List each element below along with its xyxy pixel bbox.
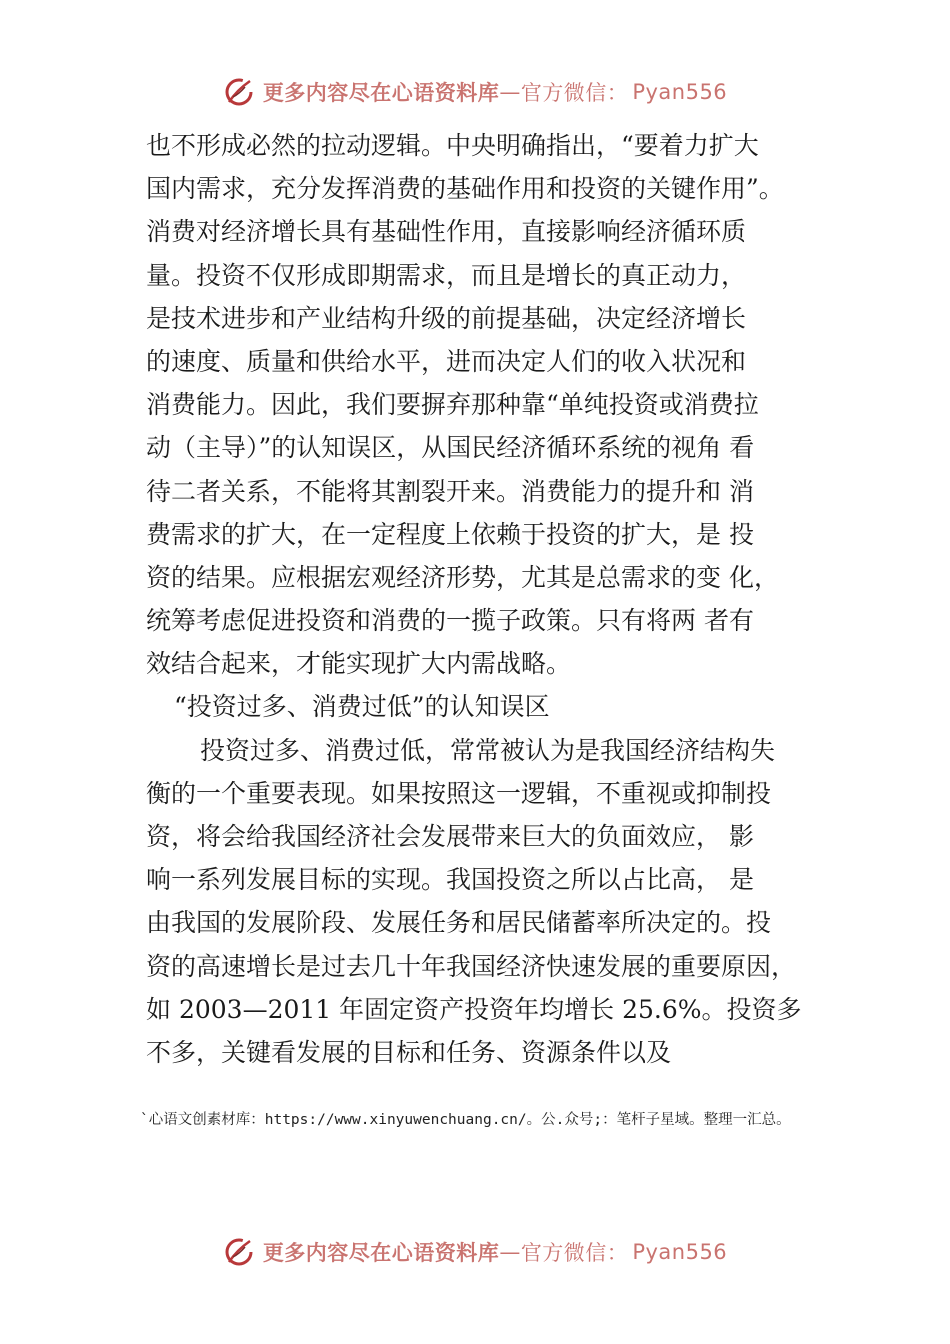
- banner-wechat-label: 官方微信：: [520, 1241, 629, 1265]
- paragraph-line: 响一系列发展目标的实现。我国投资之所以占比高， 是: [146, 865, 754, 895]
- banner-title: 更多内容尽在心语资料库: [262, 81, 500, 105]
- brush-circle-logo-icon: [223, 76, 255, 108]
- paragraph-line: 待二者关系，不能将其割裂开来。消费能力的提升和 消: [146, 476, 754, 506]
- paragraph-line: 费需求的扩大，在一定程度上依赖于投资的扩大，是 投: [146, 519, 754, 549]
- paragraph-line: 也不形成必然的拉动逻辑。中央明确指出，“要着力扩大: [146, 131, 759, 160]
- banner-title: 更多内容尽在心语资料库: [262, 1241, 500, 1265]
- footer-banner: [0, 1232, 950, 1272]
- paragraph-line: 动（主导）”的认知误区，从国民经济循环系统的视角 看: [146, 433, 755, 463]
- paragraph-line: 不多，关键看发展的目标和任务、资源条件以及: [146, 1037, 672, 1067]
- paragraph-line: 投资过多、消费过低，常常被认为是我国经济结构失: [200, 735, 776, 765]
- brush-circle-logo-icon: [223, 1236, 255, 1268]
- paragraph-line: 是技术进步和产业结构升级的前提基础，决定经济增长: [146, 303, 747, 333]
- source-footnote: `心语文创素材库：https://www.xinyuwenchuang.cn/。公.众号;：笔杆子星域。整理一汇总。: [140, 1112, 791, 1128]
- paragraph-line: 由我国的发展阶段、发展任务和居民储蓄率所决定的。投: [146, 908, 772, 938]
- banner-wechat-id: Pyan556: [632, 1240, 728, 1264]
- paragraph-line: 消费能力。因此，我们要摒弃那种靠“单纯投资或消费拉: [146, 390, 759, 420]
- paragraph-line: 量。投资不仅形成即期需求，而且是增长的真正动力，: [146, 260, 747, 290]
- section-heading: “投资过多、消费过低”的认知误区: [174, 692, 550, 722]
- header-banner: [0, 72, 950, 112]
- banner-dash: —: [499, 1240, 521, 1264]
- paragraph-line: 资，将会给我国经济社会发展带来巨大的负面效应， 影: [146, 822, 754, 851]
- paragraph-line: 消费对经济增长具有基础性作用，直接影响经济循环质: [146, 217, 747, 247]
- paragraph-line: 效结合起来，才能实现扩大内需战略。: [146, 649, 572, 679]
- paragraph-line: 衡的一个重要表现。如果按照这一逻辑，不重视或抑制投: [146, 778, 772, 808]
- paragraph-line: 的速度、质量和供给水平，进而决定人们的收入状况和: [146, 346, 747, 376]
- banner-dash: —: [499, 80, 521, 104]
- banner-wechat-id: Pyan556: [632, 80, 728, 104]
- paragraph-line: 统筹考虑促进投资和消费的一揽子政策。只有将两 者有: [146, 606, 754, 636]
- article-body: [146, 124, 846, 1074]
- banner-wechat-label: 官方微信：: [520, 81, 629, 105]
- paragraph-line: 如 2003—2011 年固定资产投资年均增长 25.6%。投资多: [146, 994, 802, 1024]
- paragraph-line: 资的结果。应根据宏观经济形势，尤其是总需求的变 化，: [146, 562, 779, 592]
- paragraph-line: 资的高速增长是过去几十年我国经济快速发展的重要原因，: [146, 951, 797, 981]
- paragraph-line: 国内需求，充分发挥消费的基础作用和投资的关键作用”。: [146, 174, 784, 204]
